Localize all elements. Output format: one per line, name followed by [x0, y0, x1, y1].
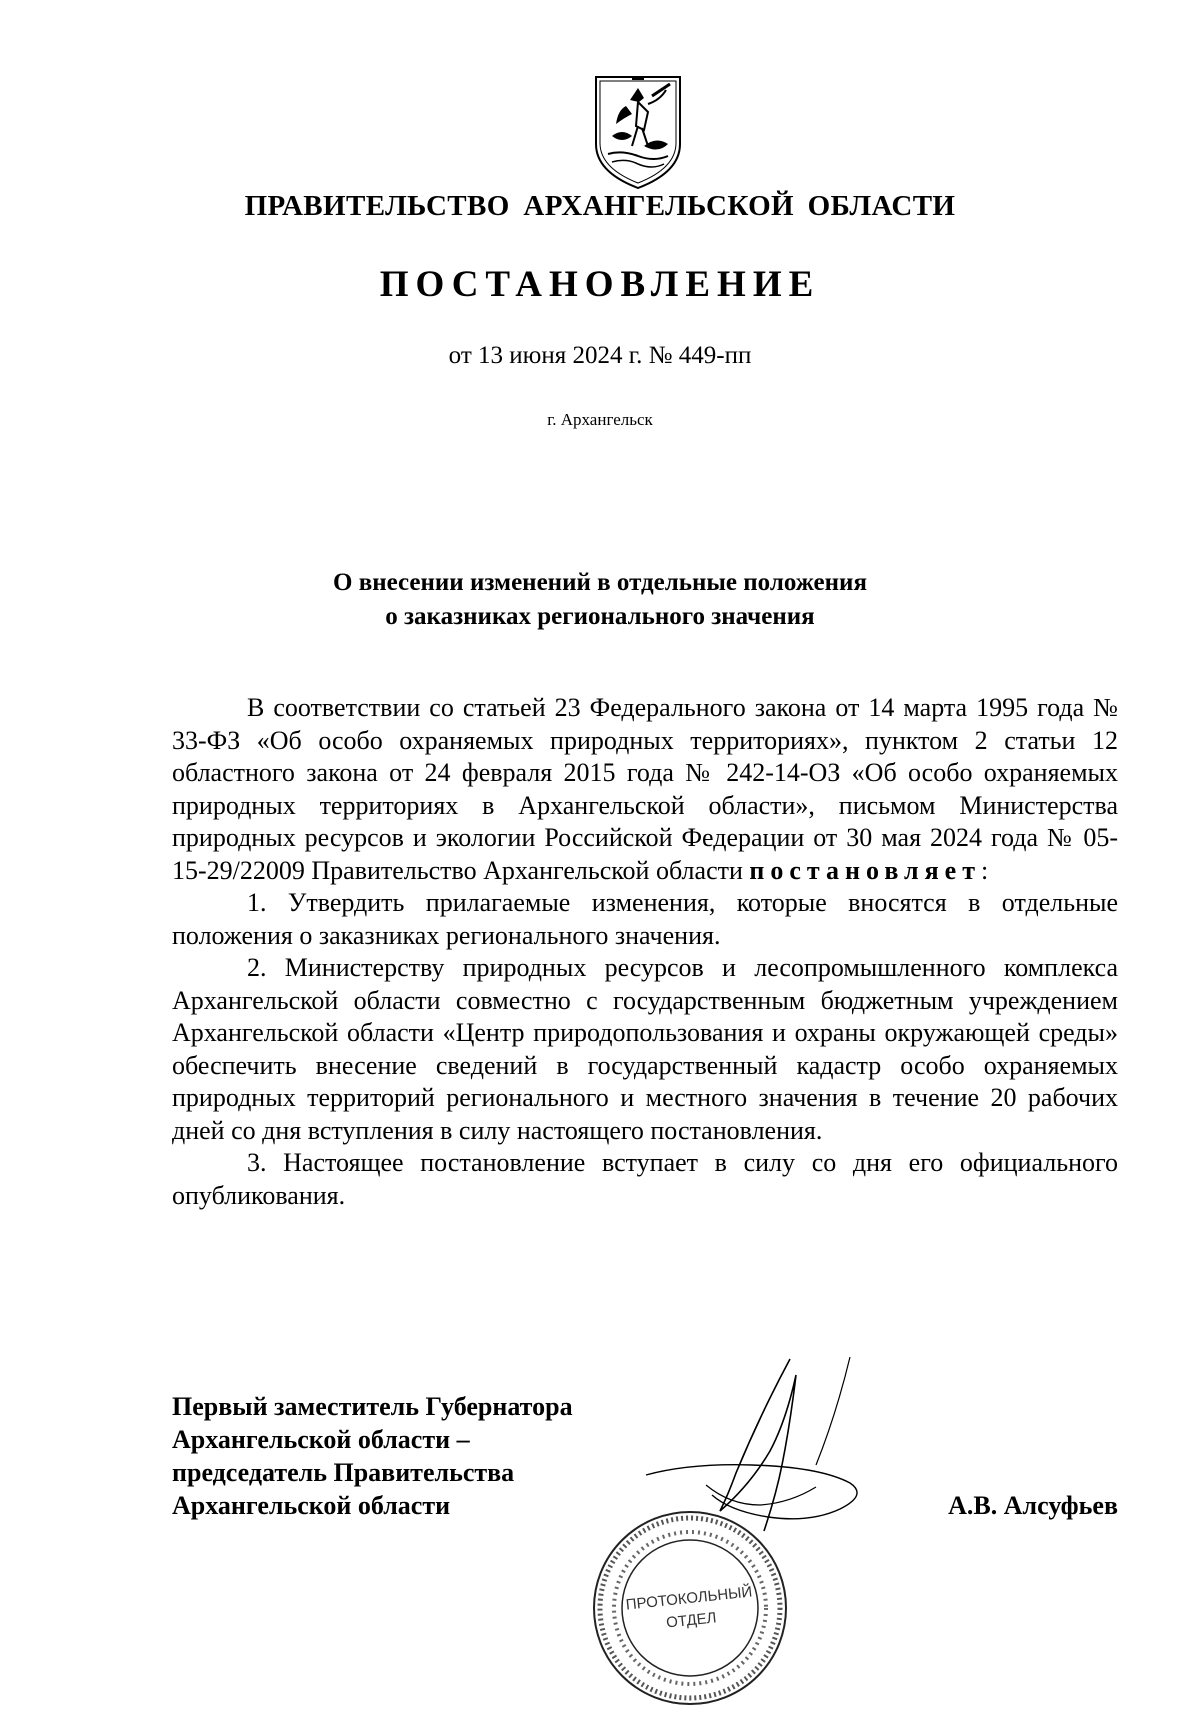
coat-of-arms-icon — [592, 74, 684, 192]
signer-position-line: Архангельской области – — [172, 1425, 470, 1454]
item-paragraph: 2. Министерству природных ресурсов и лесопромышленного комплекса Архангельской области совместно с государственным бюджетным учреждением Архангельской области «Центр природопользования и охраны окружающей среды» обеспечить внесение сведений в государственный кадастр особо охраняемых природных территорий регионального и местного значения в течение 20 рабочих дней со дня вступления в силу настоящего постановления. — [172, 953, 1118, 1145]
official-stamp — [590, 1508, 790, 1708]
document-heading — [0, 566, 1200, 634]
signer-position-line: Архангельской области — [172, 1491, 451, 1520]
document-type: ПОСТАНОВЛЕНИЕ — [379, 264, 821, 305]
signer-name: А.В. Алсуфьев — [948, 1491, 1118, 1520]
signer-position-line: Первый заместитель Губернатора — [172, 1392, 573, 1421]
heading-line: о заказниках регионального значения — [385, 603, 815, 630]
signer-position — [172, 1390, 672, 1522]
government-title: ПРАВИТЕЛЬСТВО АРХАНГЕЛЬСКОЙ ОБЛАСТИ — [244, 190, 956, 222]
stamp-center-line: ОТДЕЛ — [665, 1609, 718, 1632]
item-paragraph: 3. Настоящее постановление вступает в силу со дня его официального опубликования. — [172, 1148, 1118, 1210]
resolves-colon: : — [981, 855, 989, 885]
heading-line: О внесении изменений в отдельные положения — [333, 569, 867, 596]
document-body — [172, 692, 1118, 1212]
signer-position-line: председатель Правительства — [172, 1458, 515, 1487]
document-date-number: от 13 июня 2024 г. № 449-пп — [448, 342, 752, 369]
preamble-paragraph — [172, 692, 1118, 887]
document-city: г. Архангельск — [547, 410, 653, 429]
stamp-center-line: ПРОТОКОЛЬНЫЙ — [624, 1583, 754, 1614]
preamble-text: В соответствии со статьей 23 Федерального закона от 14 марта 1995 года № 33-ФЗ «Об особо охраняемых природных территориях», пунктом 2 статьи 12 областного закона от 24 февраля 2015 года № 242-14-ОЗ «Об особо охраняемых природных территориях в Архангельской области», письмом Министерства природных ресурсов и экологии Российской Федерации от 30 мая 2024 года № 05-15-29/22009 Правительство Архангельской области — [172, 693, 1118, 885]
resolves-word: постановляет — [749, 855, 981, 885]
item-paragraph: 1. Утвердить прилагаемые изменения, которые вносятся в отдельные положения о заказниках регионального значения. — [172, 888, 1118, 950]
